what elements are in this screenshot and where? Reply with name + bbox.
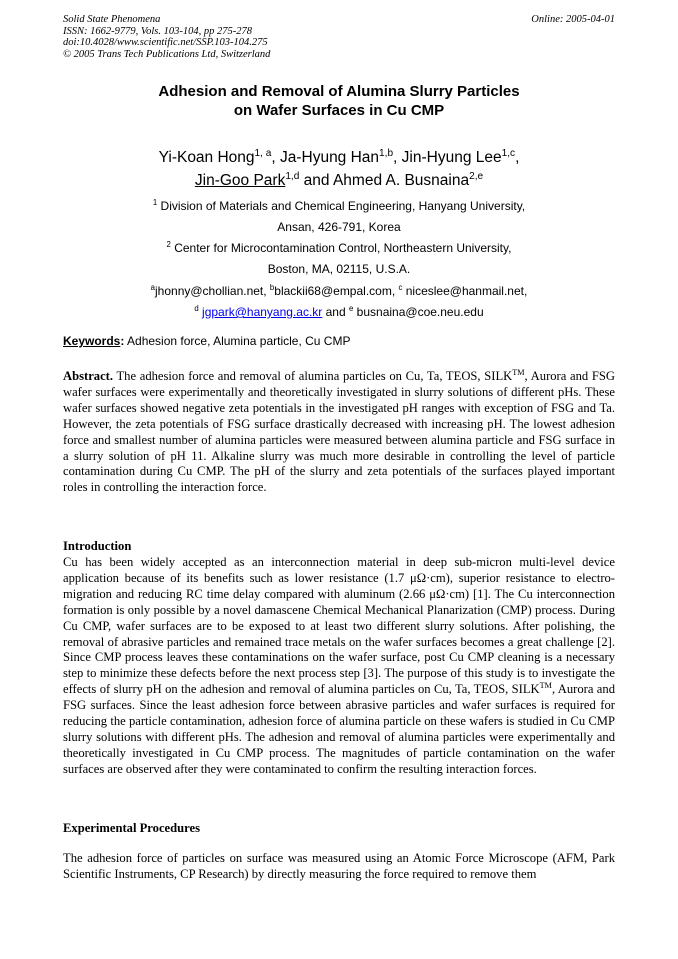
title-line-2: on Wafer Surfaces in Cu CMP: [233, 102, 445, 119]
abstract-text: , Aurora and FSG wafer surfaces were experimentally and theoretically investigated in slurry solutions of different pHs. These wafer surfaces showed negative zeta potentials in the investigated pH ranges with exception of FSG and Ta. However, the zeta potentials of FSG surface drastically decreased with increasing pH. The lowest adhesion force and smallest number of alumina particles were measured between alumina particle and FSG surface in a slurry solution of pH 11. Alkaline slurry was much more desirable in controlling the level of particle contamination during Cu CMP. The pH of the slurry and zeta potentials of the surfaces played important roles in controlling the interaction force.: [63, 369, 615, 495]
author-affil-sup: 1, a: [254, 147, 272, 159]
trademark-sup: TM: [512, 367, 525, 377]
journal-doi: doi:10.4028/www.scientific.net/SSP.103-104.275: [63, 37, 268, 48]
email-sup: c: [398, 283, 403, 292]
abstract-text: The adhesion force and removal of alumina particles on Cu, Ta, TEOS, SILK: [113, 369, 513, 383]
email-address: niceslee@hanmail.net,: [402, 284, 528, 298]
title-line-1: Adhesion and Removal of Alumina Slurry Particles: [158, 83, 520, 100]
author-line-2: [0, 169, 678, 192]
email-address: busnaina@coe.neu.edu: [353, 305, 484, 319]
author-affil-sup: 1,b: [379, 147, 394, 159]
keywords-text: Adhesion force, Alumina particle, Cu CMP: [124, 334, 351, 348]
email-sup: e: [349, 304, 354, 313]
author-separator: ,: [393, 149, 402, 166]
author-name: Jin-Hyung Lee: [401, 149, 502, 166]
author-name: Ja-Hyung Han: [279, 149, 380, 166]
paragraph-text: , Aurora and FSG surfaces. Since the least adhesion force between abrasive particles and wafer surfaces is required for reducing the particle contamination, adhesion force of alumina particle on these wafers is studied in Cu CMP slurry solutions with different pHs. The adhesion and removal of alumina particles were experimentally and theoretically investigated in Cu CMP process. The magnitudes of particle contamination on the wafer surfaces are observed after they were contaminated to confirm the resulting interaction forces.: [63, 682, 615, 776]
affiliation-1-line-2: Ansan, 426-791, Korea: [277, 220, 401, 234]
section-heading-experimental: Experimental Procedures: [63, 821, 200, 835]
author-list: [0, 146, 678, 192]
author-emails: [0, 281, 678, 323]
author-affil-sup: 1,d: [285, 170, 300, 182]
email-line-2: [0, 302, 678, 323]
trademark-sup: TM: [539, 681, 552, 691]
author-separator: ,: [271, 149, 280, 166]
email-sup: b: [269, 283, 275, 292]
paper-title: [0, 82, 678, 120]
paragraph-text: Cu has been widely accepted as an interconnection material in deep sub-micron multi-level device application because of its benefits such as lower resistance (1.7 μΩ·cm), superior resistance to electro-migration and reducing RC time delay compared with aluminum (2.66 μΩ·cm) [1]. The Cu interconnection formation is only possible by a novel damascene Chemical Mechanical Planarization (CMP) process. During Cu CMP, wafer surfaces are to be exposed to at least two different slurry solutions. After polishing, the removal of abrasive particles and remained trace metals on the wafer surfaces becomes a great challenge [2]. Since CMP process leaves these contaminations on the wafer surface, post Cu CMP cleaning is a necessary step to minimize these defects before the next process step [3]. The purpose of this study is to investigate the effects of slurry pH on the adhesion and removal of alumina particles on Cu, Ta, TEOS, SILK: [63, 555, 615, 697]
journal-header: [63, 14, 270, 60]
experimental-paragraph: The adhesion force of particles on surface was measured using an Atomic Force Microscope (AFM, Park Scientific Instruments, CP Research) by directly measuring the force required to remove them: [63, 851, 615, 881]
email-sup: a: [150, 283, 155, 292]
author-affil-sup: 1,c: [501, 147, 516, 159]
affiliation-1-line-1: [0, 196, 678, 217]
author-separator: and: [299, 172, 333, 189]
online-date: Online: 2005-04-01: [531, 14, 615, 25]
affiliation-number: 2: [166, 240, 171, 249]
email-address: blackii68@empal.com,: [274, 284, 399, 298]
email-address: jhonny@chollian.net,: [155, 284, 270, 298]
keywords-colon: :: [120, 334, 125, 348]
author-name: Yi-Koan Hong: [158, 149, 255, 166]
affiliation-2-line-2: Boston, MA, 02115, U.S.A.: [267, 262, 411, 276]
affiliations: [0, 196, 678, 280]
keywords-label: Keywords: [63, 334, 121, 348]
affiliation-text: Center for Microcontamination Control, Northeastern University,: [170, 241, 512, 255]
author-separator: ,: [515, 149, 520, 166]
email-line-1: [0, 281, 678, 302]
author-name: Ahmed A. Busnaina: [332, 172, 470, 189]
journal-issn: ISSN: 1662-9779, Vols. 103-104, pp 275-278: [63, 25, 252, 37]
keywords: [63, 333, 350, 349]
affiliation-2-line-1: [0, 238, 678, 259]
affiliation-text: Division of Materials and Chemical Engineering, Hanyang University,: [157, 199, 526, 213]
email-link[interactable]: jgpark@hanyang.ac.kr: [202, 305, 323, 319]
journal-copyright: © 2005 Trans Tech Publications Ltd, Switzerland: [63, 48, 271, 60]
email-sup: d: [194, 304, 199, 313]
abstract-label: Abstract.: [63, 369, 114, 383]
affiliation-number: 1: [152, 198, 158, 207]
email-and: and: [322, 305, 349, 319]
abstract: [63, 369, 615, 496]
corresponding-author-name: Jin-Goo Park: [194, 172, 286, 189]
author-line-1: [0, 146, 678, 169]
journal-name: Solid State Phenomena: [63, 14, 161, 25]
author-affil-sup: 2,e: [469, 170, 484, 182]
section-heading-introduction: Introduction: [63, 539, 132, 553]
introduction-paragraph: [63, 555, 615, 778]
